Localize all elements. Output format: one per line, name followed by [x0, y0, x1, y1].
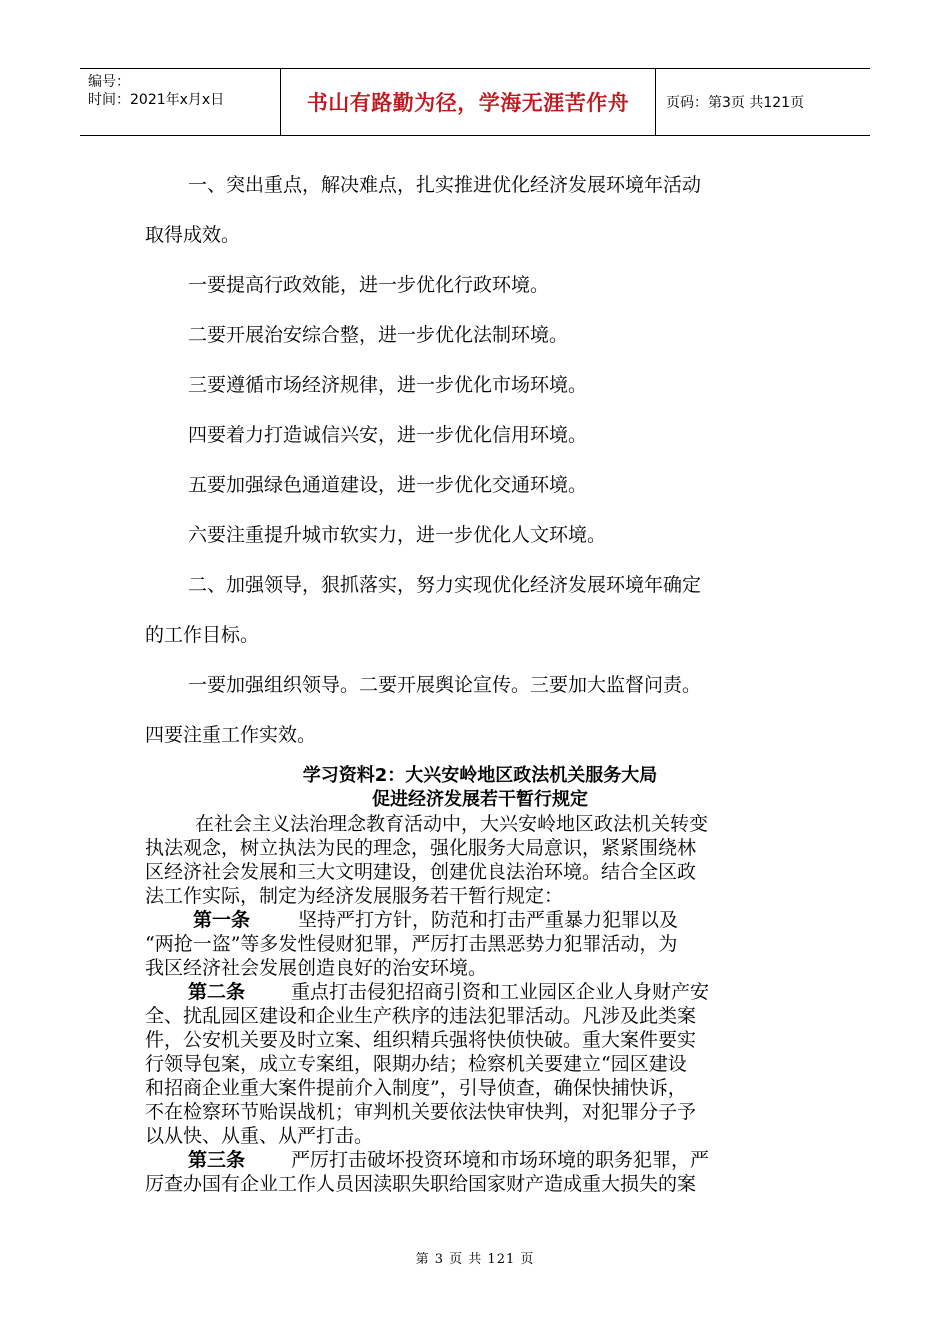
- article3-label: 第三条: [188, 1149, 246, 1171]
- page-header: [80, 68, 870, 136]
- material-title-line1: 学习资料2：大兴安岭地区政法机关服务大局: [302, 765, 658, 786]
- section1-item: 六要注重提升城市软实力，进一步优化人文环境。: [188, 524, 607, 546]
- article2-line: 件，公安机关要及时立案、组织精兵强将快侦快破。重大案件要实: [145, 1029, 697, 1051]
- section2-heading-line2: 的工作目标。: [145, 624, 260, 646]
- article1-line: 我区经济社会发展创造良好的治安环境。: [145, 957, 488, 979]
- number-label: 编号：: [88, 74, 130, 90]
- section1-heading-line2: 取得成效。: [145, 224, 241, 246]
- section1-item: 四要着力打造诚信兴安，进一步优化信用环境。: [188, 424, 588, 446]
- section1-item: 一要提高行政效能，进一步优化行政环境。: [188, 274, 550, 296]
- article3-line: 厉查办国有企业工作人员因渎职失职给国家财产造成重大损失的案: [145, 1173, 697, 1195]
- article2-line: 不在检察环节贻误战机；审判机关要依法快审快判，对犯罪分子予: [145, 1101, 697, 1123]
- article2-line: 全、扰乱园区建设和企业生产秩序的违法犯罪活动。凡涉及此类案: [145, 1005, 697, 1027]
- intro-line: 区经济社会发展和三大文明建设，创建优良法治环境。结合全区政: [145, 861, 697, 883]
- article2-line: 行领导包案，成立专案组，限期办结；检察机关要建立“园区建设: [145, 1053, 687, 1075]
- section1-item: 二要开展治安综合整，进一步优化法制环境。: [188, 324, 569, 346]
- article2-line: 和招商企业重大案件提前介入制度”，引导侦查，确保快捕快诉，: [145, 1077, 687, 1099]
- article2-label: 第二条: [188, 981, 246, 1003]
- page-footer: 第 3 页 共 121 页: [415, 1252, 535, 1267]
- article1-line: “两抢一盗”等多发性侵财犯罪，严厉打击黑恶势力犯罪活动，为: [145, 933, 678, 955]
- article1-first-line: [145, 908, 815, 932]
- section1-item: 五要加强绿色通道建设，进一步优化交通环境。: [188, 474, 588, 496]
- header-page-code: 页码：第3页 共121页: [666, 95, 805, 111]
- material-title-line2: 促进经济发展若干暂行规定: [372, 789, 588, 810]
- header-meta: [80, 69, 281, 135]
- time-label: 时间：2021年x月x日: [88, 92, 225, 108]
- intro-line: 在社会主义法治理念教育活动中，大兴安岭地区政法机关转变: [195, 813, 709, 835]
- article2-text: 重点打击侵犯招商引资和工业园区企业人身财产安: [291, 981, 710, 1003]
- article2-line: 以从快、从重、从严打击。: [145, 1125, 374, 1147]
- intro-line: 执法观念，树立执法为民的理念，强化服务大局意识，紧紧围绕林: [145, 837, 697, 859]
- section1-heading-line1: 一、突出重点，解决难点，扎实推进优化经济发展环境年活动: [188, 174, 702, 196]
- article3-first-line: [145, 1148, 815, 1172]
- intro-line: 法工作实际，制定为经济发展服务若干暂行规定：: [145, 885, 564, 907]
- section1-item: 三要遵循市场经济规律，进一步优化市场环境。: [188, 374, 588, 396]
- document-body: [145, 160, 815, 1196]
- article3-text: 严厉打击破坏投资环境和市场环境的职务犯罪，严: [291, 1149, 710, 1171]
- section2-heading-line1: 二、加强领导，狠抓落实，努力实现优化经济发展环境年确定: [188, 574, 702, 596]
- article2-first-line: [145, 980, 815, 1004]
- section2-measures-line2: 四要注重工作实效。: [145, 724, 317, 746]
- article1-label: 第一条: [193, 909, 251, 931]
- article1-text: 坚持严打方针，防范和打击严重暴力犯罪以及: [298, 909, 679, 931]
- section2-measures-line1: 一要加强组织领导。二要开展舆论宣传。三要加大监督问责。: [188, 674, 702, 696]
- header-motto: 书山有路勤为径，学海无涯苦作舟: [281, 69, 656, 135]
